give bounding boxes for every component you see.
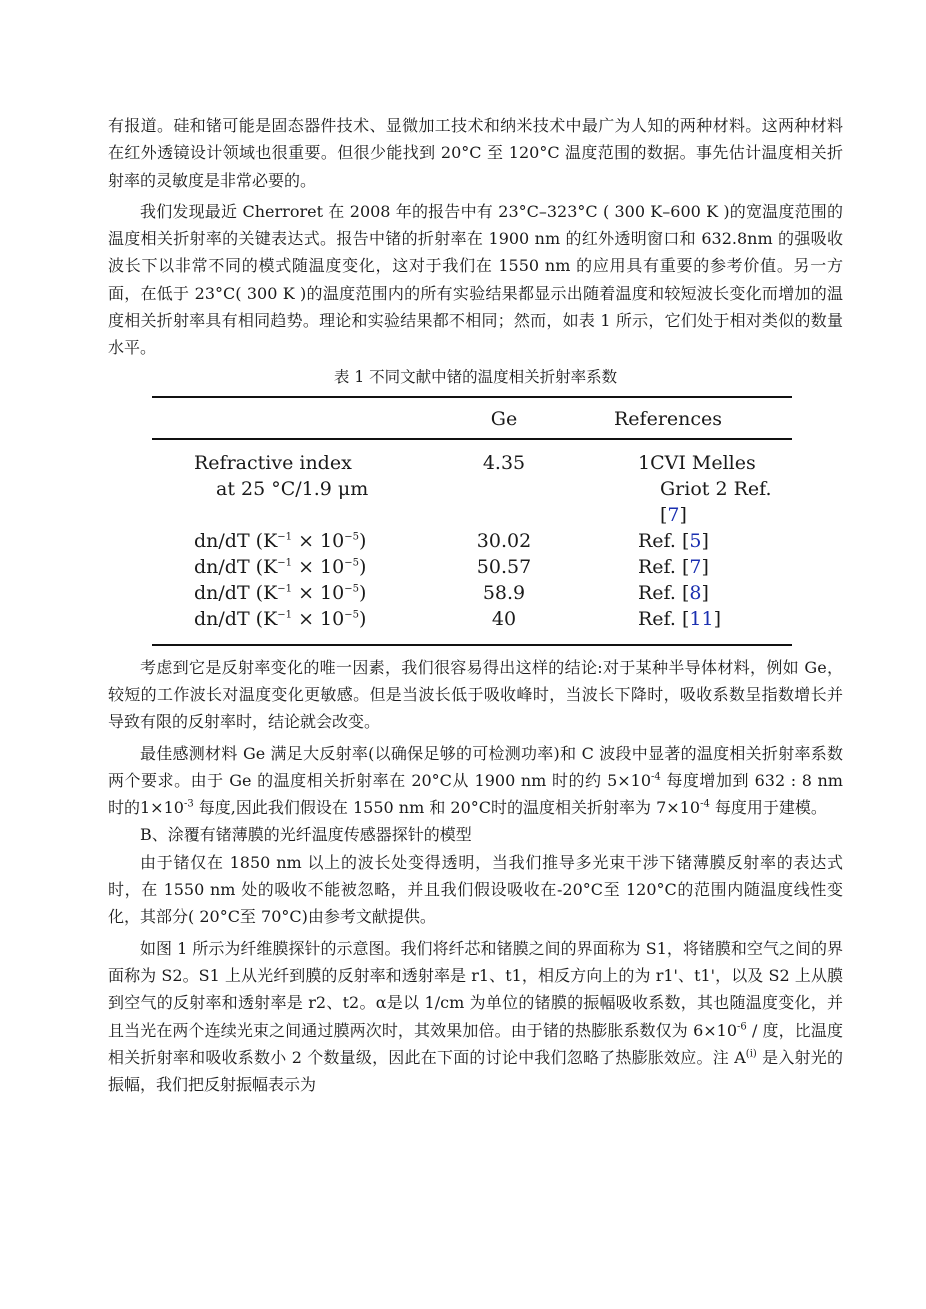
paragraph-4: 最佳感测材料 Ge 满足大反射率(以确保足够的可检测功率)和 C 波段中显著的温度相关折射率系数两个要求。由于 Ge 的温度相关折射率在 20°C从 1900 nm 时的约 $5\times 10^{-4}$ 每度增加到 632 : 8 nm 时的$1\times 10^{-3}$ 每度,因此我们假设在 1550 nm 和 20°C时的温度相关折射率为 $7\times 10^{-4}$ 每度用于建模。 (108, 743, 843, 818)
ref-link[interactable]: 5 (689, 529, 702, 552)
table-row (152, 580, 792, 606)
cell-property: dn/dT $(K^{-1} \times 10^{-5})$ (194, 581, 367, 604)
paper-page (108, 112, 843, 1098)
cell-property: Refractive index at 25 °C/1.9 μm (194, 451, 369, 500)
cell-reference: Ref. [5] (638, 529, 709, 552)
cell-value: 4.35 (482, 451, 526, 474)
cell-property: dn/dT $(K^{-1} \times 10^{-5})$ (194, 607, 367, 630)
table-row (152, 554, 792, 580)
cell-reference: 1CVI Melles Griot 2 Ref. [7] (638, 451, 772, 526)
paragraph-3: 考虑到它是反射率变化的唯一因素，我们很容易得出这样的结论:对于某种半导体材料，例如 Ge，较短的工作波长对温度变化更敏感。但是当波长低于吸收峰时，当波长下降时，吸收系数呈指数增长并导致有限的反射率时，结论就会改变。 (108, 657, 843, 732)
cell-reference: Ref. [11] (638, 607, 722, 630)
paragraph-5: 由于锗仅在 1850 nm 以上的波长处变得透明，当我们推导多光束干涉下锗薄膜反射率的表达式时，在 1550 nm 处的吸收不能被忽略，并且我们假设吸收在-20°C至 120°C的范围内随温度线性变化，其部分( 20°C至 70°C)由参考文献提供。 (108, 852, 843, 927)
table-caption: 表 1 不同文献中锗的温度相关折射率系数 (333, 367, 618, 386)
paragraph-6: 如图 1 所示为纤维膜探针的示意图。我们将纤芯和锗膜之间的界面称为 S1，将锗膜和空气之间的界面称为 S2。S1 上从光纤到膜的反射率和透射率是 r1、t1，相反方向上的为 r1'、t1'，以及 S2 上从膜到空气的反射率和透射率是 r2、t2。α是以 1/cm 为单位的锗膜的振幅吸收系数，其也随温度变化，并且当光在两个连续光束之间通过膜两次时，其效果加倍。由于锗的热膨胀系数仅为 $6\times 10^{-6}$ / 度，比温度相关折射率和吸收系数小 2 个数量级，因此在下面的讨论中我们忽略了热膨胀效应。注 $A^{(i)}$ 是入射光的振幅，我们把反射振幅表示为 (108, 938, 843, 1095)
header-references: References (614, 407, 723, 430)
table-1 (152, 396, 792, 646)
ref-link[interactable]: 8 (689, 581, 702, 604)
cell-value: 30.02 (476, 529, 532, 552)
paragraph-2: 我们发现最近 Cherroret 在 2008 年的报告中有 23°C–323°C ( 300 K–600 K )的宽温度范围的温度相关折射率的关键表达式。报告中锗的折射率在 1900 nm 的红外透明窗口和 632.8nm 的强吸收波长下以非常不同的模式随温度变化，这对于我们在 1550 nm 的应用具有重要的参考价值。另一方面，在低于 23°C( 300 K )的温度范围内的所有实验结果都显示出随着温度和较短波长变化而增加的温度相关折射率具有相同趋势。理论和实验结果都不相同；然而，如表 1 所示，它们处于相对类似的数量水平。 (108, 201, 843, 358)
table-header-row (152, 397, 792, 439)
cell-reference: Ref. [8] (638, 581, 709, 604)
table-row (152, 439, 792, 528)
header-ge: Ge (490, 407, 518, 430)
ref-link[interactable]: 7 (689, 555, 702, 578)
cell-value: 50.57 (476, 555, 532, 578)
paragraph-1: 有报道。硅和锗可能是固态器件技术、显微加工技术和纳米技术中最广为人知的两种材料。这两种材料在红外透镜设计领域也很重要。但很少能找到 20°C 至 120°C 温度范围的数据。事先估计温度相关折射率的灵敏度是非常必要的。 (108, 116, 843, 190)
ref-link[interactable]: 7 (667, 503, 680, 526)
section-heading-b: B、涂覆有锗薄膜的光纤温度传感器探针的模型 (140, 825, 472, 845)
cell-reference: Ref. [7] (638, 555, 709, 578)
table-row (152, 606, 792, 645)
ref-link[interactable]: 11 (689, 607, 714, 630)
table-row (152, 528, 792, 554)
cell-property: dn/dT $(K^{-1} \times 10^{-5})$ (194, 555, 367, 578)
header-property (152, 397, 450, 439)
cell-value: 40 (491, 607, 517, 630)
cell-value: 58.9 (482, 581, 526, 604)
cell-property: dn/dT $(K^{-1} \times 10^{-5})$ (194, 529, 367, 552)
